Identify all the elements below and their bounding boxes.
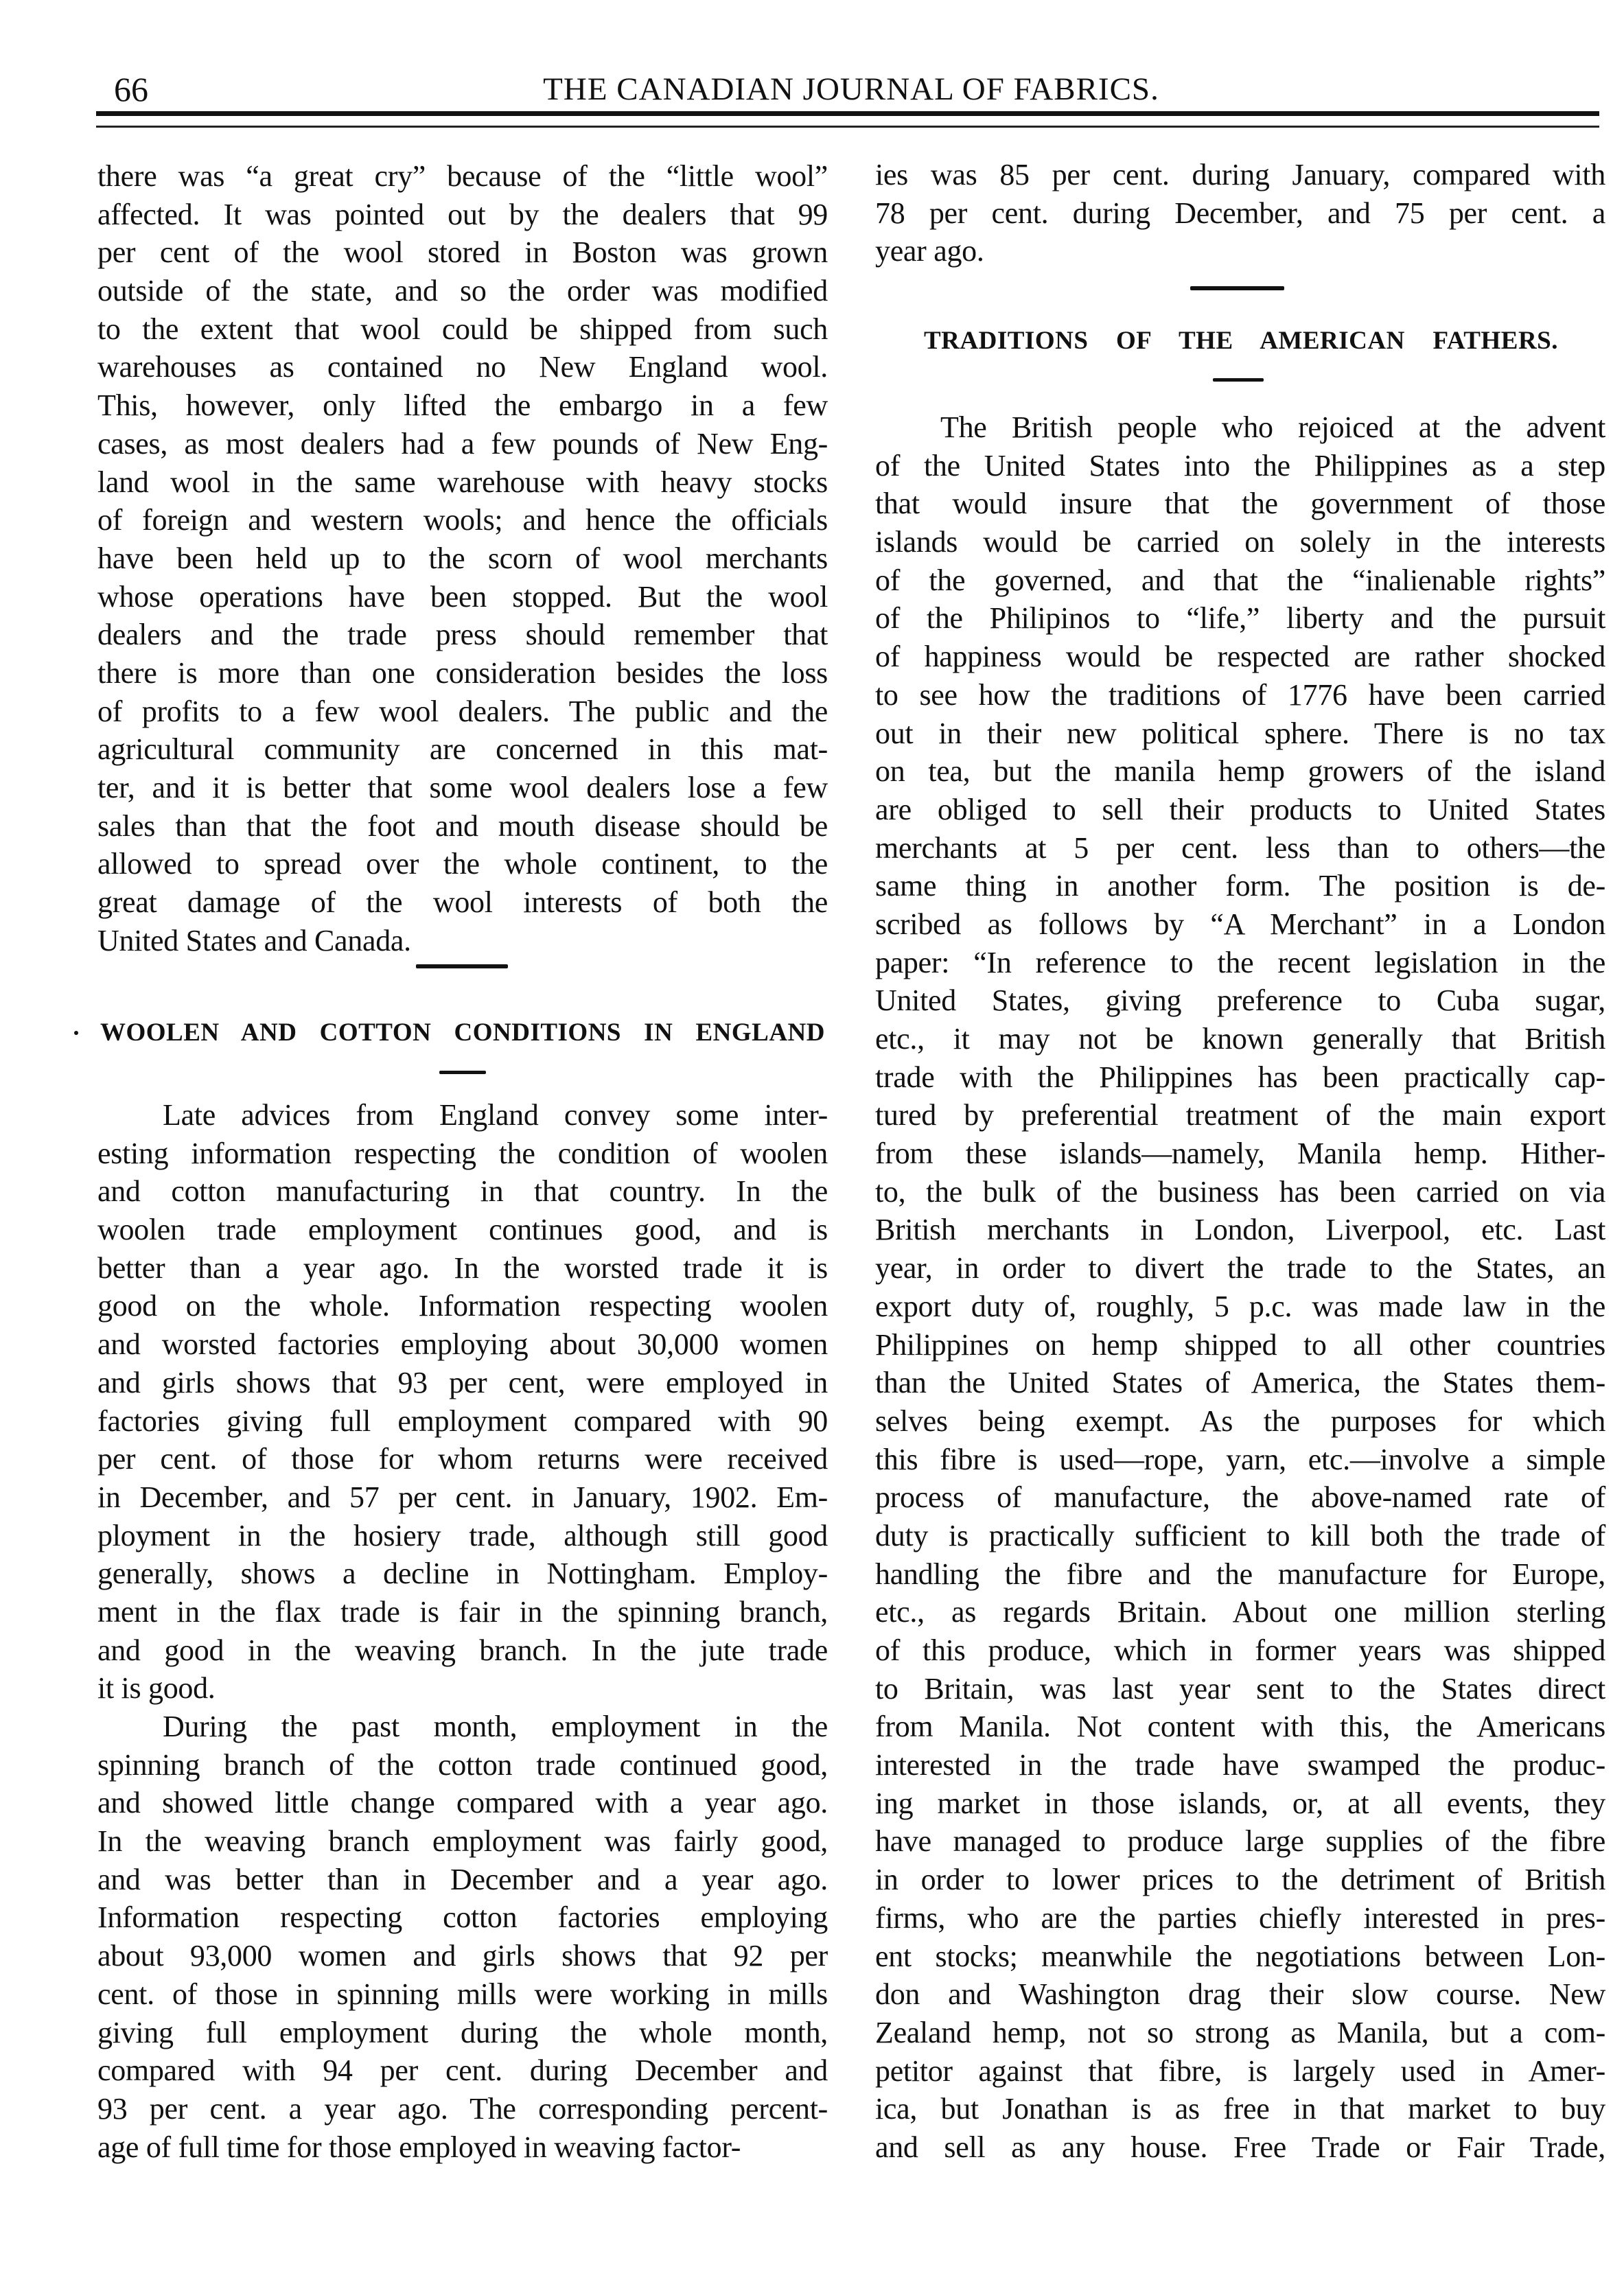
header-rule-thin [96, 126, 1599, 128]
text-line: that would insure that the government of those [875, 487, 1605, 521]
text-line: dealers and the trade press should remember that [97, 618, 828, 652]
text-line: good on the whole. Information respecting woolen [97, 1289, 828, 1323]
text-line: in order to lower prices to the detriment of British [875, 1863, 1605, 1897]
text-line: to Britain, was last year sent to the States direct [875, 1671, 1605, 1706]
text-line: than the United States of America, the States them- [875, 1366, 1605, 1400]
text-line: there is more than one consideration besides the loss [97, 655, 828, 690]
right-column-continued-article [875, 156, 1605, 270]
text-line: Information respecting cotton factories employing [97, 1900, 828, 1935]
text-line: per cent of the wool stored in Boston was grown [97, 235, 828, 270]
text-line: of profits to a few wool dealers. The public and the [97, 694, 828, 728]
text-line: woolen trade employment continues good, and is [97, 1213, 828, 1247]
text-line: factories giving full employment compared with 90 [97, 1404, 828, 1438]
text-line: compared with 94 per cent. during December and [97, 2053, 828, 2088]
text-line: of this produce, which in former years was shipped [875, 1633, 1605, 1667]
text-line: of the United States into the Philippines as a step [875, 448, 1605, 482]
text-line: of happiness would be respected are rather shocked [875, 640, 1605, 674]
text-line: firms, who are the parties chiefly interested in pres- [875, 1900, 1605, 1935]
text-line: etc., as regards Britain. About one million sterling [875, 1595, 1605, 1629]
text-line: etc., it may not be known generally that British [875, 1022, 1605, 1056]
text-line: to see how the traditions of 1776 have been carried [875, 677, 1605, 712]
text-line: selves being exempt. As the purposes for which [875, 1404, 1605, 1438]
text-line: are obliged to sell their products to United States [875, 792, 1605, 826]
article-body-american-fathers [875, 408, 1605, 2167]
text-line: ployment in the hosiery trade, although still good [97, 1518, 828, 1552]
text-line: cent. of those in spinning mills were working in mills [97, 1977, 828, 2011]
article-heading-woolen-cotton: WOOLEN AND COTTON CONDITIONS IN ENGLAND [100, 1019, 825, 1047]
text-line: same thing in another form. The position is de- [875, 869, 1605, 903]
text-line: generally, shows a decline in Nottingham. Employ- [97, 1557, 828, 1591]
text-line: to, the bulk of the business has been carried on via [875, 1174, 1605, 1209]
text-line: from these islands—namely, Manila hemp. Hither- [875, 1137, 1605, 1171]
article-body-woolen-cotton [97, 1096, 828, 2166]
text-line: In the weaving branch employment was fairly good, [97, 1824, 828, 1859]
text-line: United States and Canada. [97, 923, 411, 957]
text-line: and was better than in December and a year ago. [97, 1862, 828, 1896]
text-line: about 93,000 women and girls shows that 92 per [97, 1939, 828, 1973]
text-line: spinning branch of the cotton trade continued good, [97, 1747, 828, 1782]
text-line: of the Philipinos to “life,” liberty and the pursuit [875, 601, 1605, 636]
text-line: have been held up to the scorn of wool merchants [97, 541, 828, 575]
text-line: giving full employment during the whole month, [97, 2015, 828, 2049]
heading-underline-rule [439, 1071, 486, 1074]
text-line: in December, and 57 per cent. in January, 1902. Em- [97, 1480, 828, 1514]
text-line: have managed to produce large supplies of the fibre [875, 1824, 1605, 1859]
text-line: ies was 85 per cent. during January, compared with [875, 158, 1605, 191]
text-line: cases, as most dealers had a few pounds of New Eng- [97, 426, 828, 461]
text-line: and girls shows that 93 per cent, were employed in [97, 1365, 828, 1399]
text-line: ica, but Jonathan is as free in that market to buy [875, 2092, 1605, 2126]
text-line: outside of the state, and so the order was modified [97, 274, 828, 308]
text-line: of foreign and western wools; and hence the officials [97, 503, 828, 537]
text-line: esting information respecting the condition of woolen [97, 1136, 828, 1170]
text-line: land wool in the same warehouse with heavy stocks [97, 465, 828, 499]
text-line: this fibre is used—rope, yarn, etc.—involve a simple [875, 1442, 1605, 1476]
text-line: The British people who rejoiced at the advent [940, 410, 1605, 444]
text-line: there was “a great cry” because of the “little wool” [97, 159, 828, 193]
text-line: affected. It was pointed out by the dealers that 99 [97, 197, 828, 231]
text-line: duty is practically sufficient to kill both the trade of [875, 1518, 1605, 1552]
text-line: trade with the Philippines has been practically cap- [875, 1060, 1605, 1094]
text-line: United States, giving preference to Cuba sugar, [875, 984, 1605, 1018]
text-line: and cotton manufacturing in that country. In the [97, 1174, 828, 1209]
text-line: interested in the trade have swamped the produc- [875, 1748, 1605, 1782]
text-line: year ago. [875, 234, 984, 268]
text-line: and worsted factories employing about 30,000 women [97, 1327, 828, 1362]
text-line: and sell as any house. Free Trade or Fair Trade, [875, 2130, 1605, 2164]
text-line: paper: “In reference to the recent legislation in the [875, 945, 1605, 979]
text-line: from Manila. Not content with this, the Americans [875, 1710, 1605, 1744]
text-line: whose operations have been stopped. But the wool [97, 579, 828, 614]
text-line: tured by preferential treatment of the main export [875, 1098, 1605, 1132]
text-line: sales than that the foot and mouth disease should be [97, 808, 828, 843]
text-line: scribed as follows by “A Merchant” in a London [875, 907, 1605, 941]
stray-mark [74, 1031, 78, 1035]
header-rule-thick [96, 111, 1599, 116]
page-number: 66 [114, 70, 148, 108]
text-line: per cent. of those for whom returns were received [97, 1442, 828, 1476]
text-line: ing market in those islands, or, at all events, they [875, 1786, 1605, 1820]
text-line: ent stocks; meanwhile the negotiations between Lon- [875, 1939, 1605, 1973]
text-line: better than a year ago. In the worsted trade it is [97, 1250, 828, 1285]
text-line: 78 per cent. during December, and 75 per cent. a [875, 196, 1605, 230]
text-line: year, in order to divert the trade to the States, an [875, 1251, 1605, 1285]
text-line: and showed little change compared with a year ago. [97, 1786, 828, 1820]
text-line: great damage of the wool interests of both the [97, 885, 828, 920]
text-line: and good in the weaving branch. In the jute trade [97, 1633, 828, 1667]
left-column-continued-article [97, 157, 828, 959]
text-line: process of manufacture, the above-named rate of [875, 1480, 1605, 1515]
text-line: British merchants in London, Liverpool, etc. Last [875, 1213, 1605, 1247]
article-heading-american-fathers: TRADITIONS OF THE AMERICAN FATHERS. [924, 327, 1558, 355]
text-line: islands would be carried on solely in the interests [875, 525, 1605, 559]
text-line: it is good. [97, 1671, 216, 1706]
journal-title: THE CANADIAN JOURNAL OF FABRICS. [543, 71, 1159, 107]
section-divider-rule [1190, 286, 1284, 290]
text-line: Zealand hemp, not so strong as Manila, but a com- [875, 2015, 1605, 2049]
text-line: handling the fibre and the manufacture for Europe, [875, 1557, 1605, 1591]
text-line: Philippines on hemp shipped to all other countries [875, 1327, 1605, 1362]
section-divider-rule [416, 964, 508, 968]
text-line: to the extent that wool could be shipped from such [97, 312, 828, 346]
text-line: ter, and it is better that some wool dealers lose a few [97, 771, 828, 804]
text-line: merchants at 5 per cent. less than to others—the [875, 830, 1605, 865]
text-line: out in their new political sphere. There is no tax [875, 716, 1605, 750]
text-line: petitor against that fibre, is largely used in Amer- [875, 2053, 1605, 2088]
text-line: on tea, but the manila hemp growers of the island [875, 754, 1605, 789]
text-line: warehouses as contained no New England wool. [97, 350, 828, 384]
text-line: ment in the flax trade is fair in the spinning branch, [97, 1594, 828, 1629]
text-line: age of full time for those employed in weaving factor- [97, 2130, 741, 2164]
text-line: During the past month, employment in the [163, 1710, 828, 1743]
text-line: agricultural community are concerned in this mat- [97, 732, 828, 767]
text-line: of the governed, and that the “inalienable rights” [875, 563, 1605, 597]
text-line: 93 per cent. a year ago. The corresponding percent- [97, 2091, 828, 2126]
text-line: This, however, only lifted the embargo in a few [97, 388, 828, 423]
text-line: export duty of, roughly, 5 p.c. was made law in the [875, 1289, 1605, 1323]
text-line: Late advices from England convey some inter- [163, 1098, 828, 1132]
heading-underline-rule [1213, 378, 1264, 382]
text-line: don and Washington drag their slow course. New [875, 1977, 1605, 2012]
text-line: allowed to spread over the whole continent, to the [97, 847, 828, 881]
